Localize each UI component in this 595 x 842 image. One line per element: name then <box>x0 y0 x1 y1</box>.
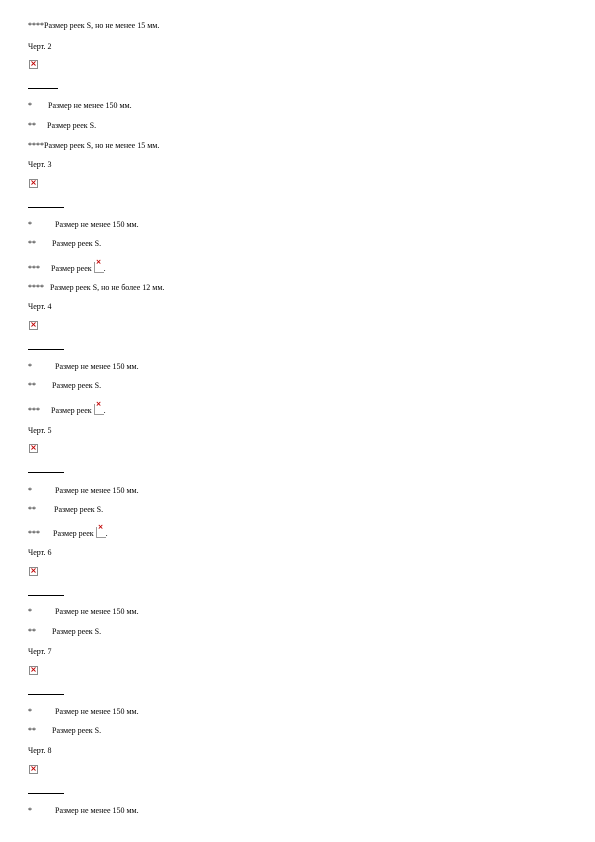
footnote-line <box>28 707 139 716</box>
footnote-marker: *** <box>28 264 40 273</box>
footnote-divider <box>28 793 64 794</box>
footnote-text: Размер реек S, но не более 12 мм. <box>50 283 165 292</box>
broken-image-icon <box>29 60 38 69</box>
figure-caption: Черт. 3 <box>28 160 52 169</box>
footnote-text: Размер реек <box>53 529 94 538</box>
footnote-line <box>28 505 103 514</box>
footnote-marker: * <box>28 220 32 229</box>
footnote-divider <box>28 88 58 89</box>
footnote-marker: ** <box>28 726 36 735</box>
period: . <box>103 264 106 273</box>
footnote-text: Размер реек S. <box>52 381 102 390</box>
footnote-marker: ** <box>28 121 36 130</box>
footnote-line <box>28 486 139 495</box>
footnote-text: Размер реек S. <box>47 121 97 130</box>
footnote-marker: * <box>28 101 32 110</box>
figure-caption: Черт. 4 <box>28 302 52 311</box>
footnote-marker: * <box>28 486 32 495</box>
footnote-marker: **** <box>28 283 44 292</box>
broken-image-icon <box>29 765 38 774</box>
footnote-text: Размер реек S. <box>52 239 102 248</box>
footnote-line <box>28 404 106 415</box>
footnote-marker: * <box>28 607 32 616</box>
broken-image-icon <box>29 179 38 188</box>
footnote-line <box>28 283 164 292</box>
footnote-marker: * <box>28 806 32 815</box>
footnote-line <box>28 381 101 390</box>
period: . <box>103 406 106 415</box>
footnote-marker: ** <box>28 505 36 514</box>
footnote-marker: * <box>28 707 32 716</box>
footnote-marker: **** <box>28 141 44 150</box>
footnote-divider <box>28 472 64 473</box>
broken-image-icon <box>29 444 38 453</box>
broken-image-icon <box>29 567 38 576</box>
broken-image-icon <box>29 321 38 330</box>
footnote-divider <box>28 694 64 695</box>
footnote-line <box>28 527 108 538</box>
footnote-line <box>28 220 139 229</box>
broken-image-icon <box>96 527 106 538</box>
broken-image-icon <box>29 666 38 675</box>
footnote-line <box>28 627 101 636</box>
footnote-text: Размер не менее 150 мм. <box>55 607 139 616</box>
footnote-text: Размер реек <box>51 406 92 415</box>
footnote-text: Размер не менее 150 мм. <box>55 486 139 495</box>
footnote-divider <box>28 207 64 208</box>
footnote-divider <box>28 349 64 350</box>
footnote-marker: ** <box>28 239 36 248</box>
footnote-marker: ** <box>28 627 36 636</box>
footnote-text: Размер не менее 150 мм. <box>55 220 139 229</box>
figure-caption: Черт. 6 <box>28 548 52 557</box>
footnote-line <box>28 362 139 371</box>
figure-caption: Черт. 7 <box>28 647 52 656</box>
footnote-line <box>28 141 159 150</box>
footnote-divider <box>28 595 64 596</box>
footnote-marker: * <box>28 362 32 371</box>
footnote-line <box>28 262 106 273</box>
footnote-line <box>28 121 96 130</box>
footnote-marker: **** <box>28 21 44 30</box>
footnote-text: Размер реек S, но не менее 15 мм. <box>44 21 160 30</box>
footnote-line <box>28 806 139 815</box>
footnote-line <box>28 239 101 248</box>
figure-caption: Черт. 2 <box>28 42 52 51</box>
footnote-text: Размер реек S. <box>54 505 104 514</box>
footnote-marker: ** <box>28 381 36 390</box>
footnote-line <box>28 726 101 735</box>
footnote-text: Размер не менее 150 мм. <box>55 362 139 371</box>
footnote-line <box>28 607 139 616</box>
footnote-marker: *** <box>28 406 40 415</box>
footnote-line <box>28 21 159 30</box>
figure-caption: Черт. 8 <box>28 746 52 755</box>
footnote-text: Размер не менее 150 мм. <box>55 806 139 815</box>
footnote-text: Размер не менее 150 мм. <box>55 707 139 716</box>
broken-image-icon <box>94 262 104 273</box>
footnote-text: Размер реек <box>51 264 92 273</box>
footnote-text: Размер реек S. <box>52 627 102 636</box>
footnote-marker: *** <box>28 529 40 538</box>
figure-caption: Черт. 5 <box>28 426 52 435</box>
broken-image-icon <box>94 404 104 415</box>
footnote-text: Размер реек S. <box>52 726 102 735</box>
footnote-text: Размер реек S, но не менее 15 мм. <box>44 141 160 150</box>
footnote-text: Размер не менее 150 мм. <box>48 101 132 110</box>
footnote-line <box>28 101 132 110</box>
period: . <box>105 529 108 538</box>
